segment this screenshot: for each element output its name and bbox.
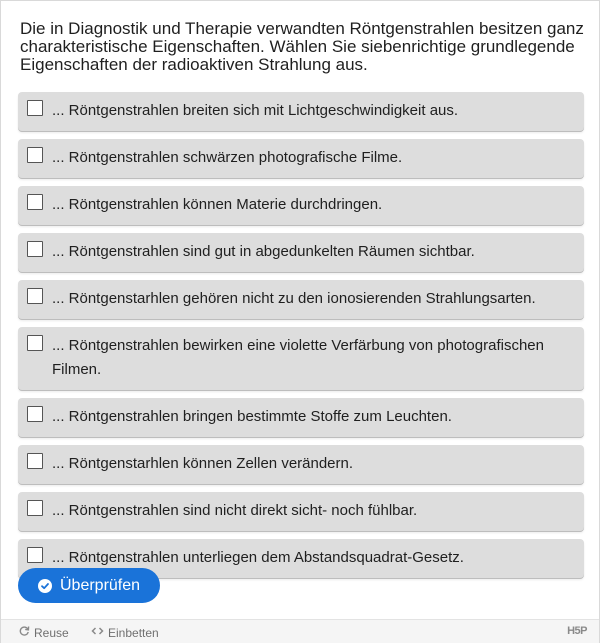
answer-option[interactable]	[18, 92, 584, 131]
answer-option[interactable]	[18, 445, 584, 484]
answer-option[interactable]	[18, 280, 584, 319]
footer-bar	[1, 619, 599, 643]
answer-label: ... Röntgenstrahlen breiten sich mit Lichtgeschwindigkeit aus.	[52, 102, 459, 119]
answer-list	[18, 92, 584, 586]
code-icon	[91, 625, 104, 640]
checkbox[interactable]	[27, 241, 43, 257]
checkbox[interactable]	[27, 453, 43, 469]
question-text: Die in Diagnostik und Therapie verwandten Röntgenstrahlen besitzen ganz charakteristische Eigenschaften. Wählen Sie siebenrichtige grundlegende Eigenschaften der radioaktiven Strahlung aus.	[20, 19, 584, 74]
answer-option[interactable]	[18, 327, 584, 390]
answer-label: ... Röntgenstrahlen bewirken eine violette Verfärbung von photografischen Filmen.	[52, 337, 544, 378]
embed-button[interactable]	[91, 625, 159, 640]
checkbox[interactable]	[27, 288, 43, 304]
answer-option[interactable]	[18, 139, 584, 178]
answer-option[interactable]	[18, 233, 584, 272]
reuse-label: Reuse	[34, 625, 69, 640]
checkbox[interactable]	[27, 194, 43, 210]
answer-label: ... Röntgenstrahlen sind nicht direkt sicht- noch fühlbar.	[52, 502, 418, 519]
answer-option[interactable]	[18, 492, 584, 531]
checkbox[interactable]	[27, 100, 43, 116]
check-circle-icon	[38, 579, 52, 593]
answer-label: ... Röntgenstarhlen können Zellen verändern.	[52, 455, 354, 472]
checkbox[interactable]	[27, 500, 43, 516]
answer-option[interactable]	[18, 398, 584, 437]
answer-label: ... Röntgenstrahlen bringen bestimmte Stoffe zum Leuchten.	[52, 408, 452, 425]
checkbox[interactable]	[27, 547, 43, 563]
h5p-logo: H5P	[567, 625, 587, 637]
check-button[interactable]	[18, 568, 160, 603]
embed-label: Einbetten	[108, 625, 159, 640]
answer-option[interactable]	[18, 186, 584, 225]
answer-label: ... Röntgenstarhlen gehören nicht zu den ionosierenden Strahlungsarten.	[52, 290, 536, 307]
checkbox[interactable]	[27, 147, 43, 163]
reuse-button[interactable]	[18, 625, 69, 640]
answer-label: ... Röntgenstrahlen schwärzen photografische Filme.	[52, 149, 403, 166]
check-button-label: Überprüfen	[60, 576, 141, 594]
reuse-icon	[18, 625, 30, 640]
checkbox[interactable]	[27, 335, 43, 351]
answer-label: ... Röntgenstrahlen sind gut in abgedunkelten Räumen sichtbar.	[52, 243, 475, 260]
answer-label: ... Röntgenstrahlen können Materie durchdringen.	[52, 196, 383, 213]
answer-label: ... Röntgenstrahlen unterliegen dem Abstandsquadrat-Gesetz.	[52, 549, 464, 566]
checkbox[interactable]	[27, 406, 43, 422]
